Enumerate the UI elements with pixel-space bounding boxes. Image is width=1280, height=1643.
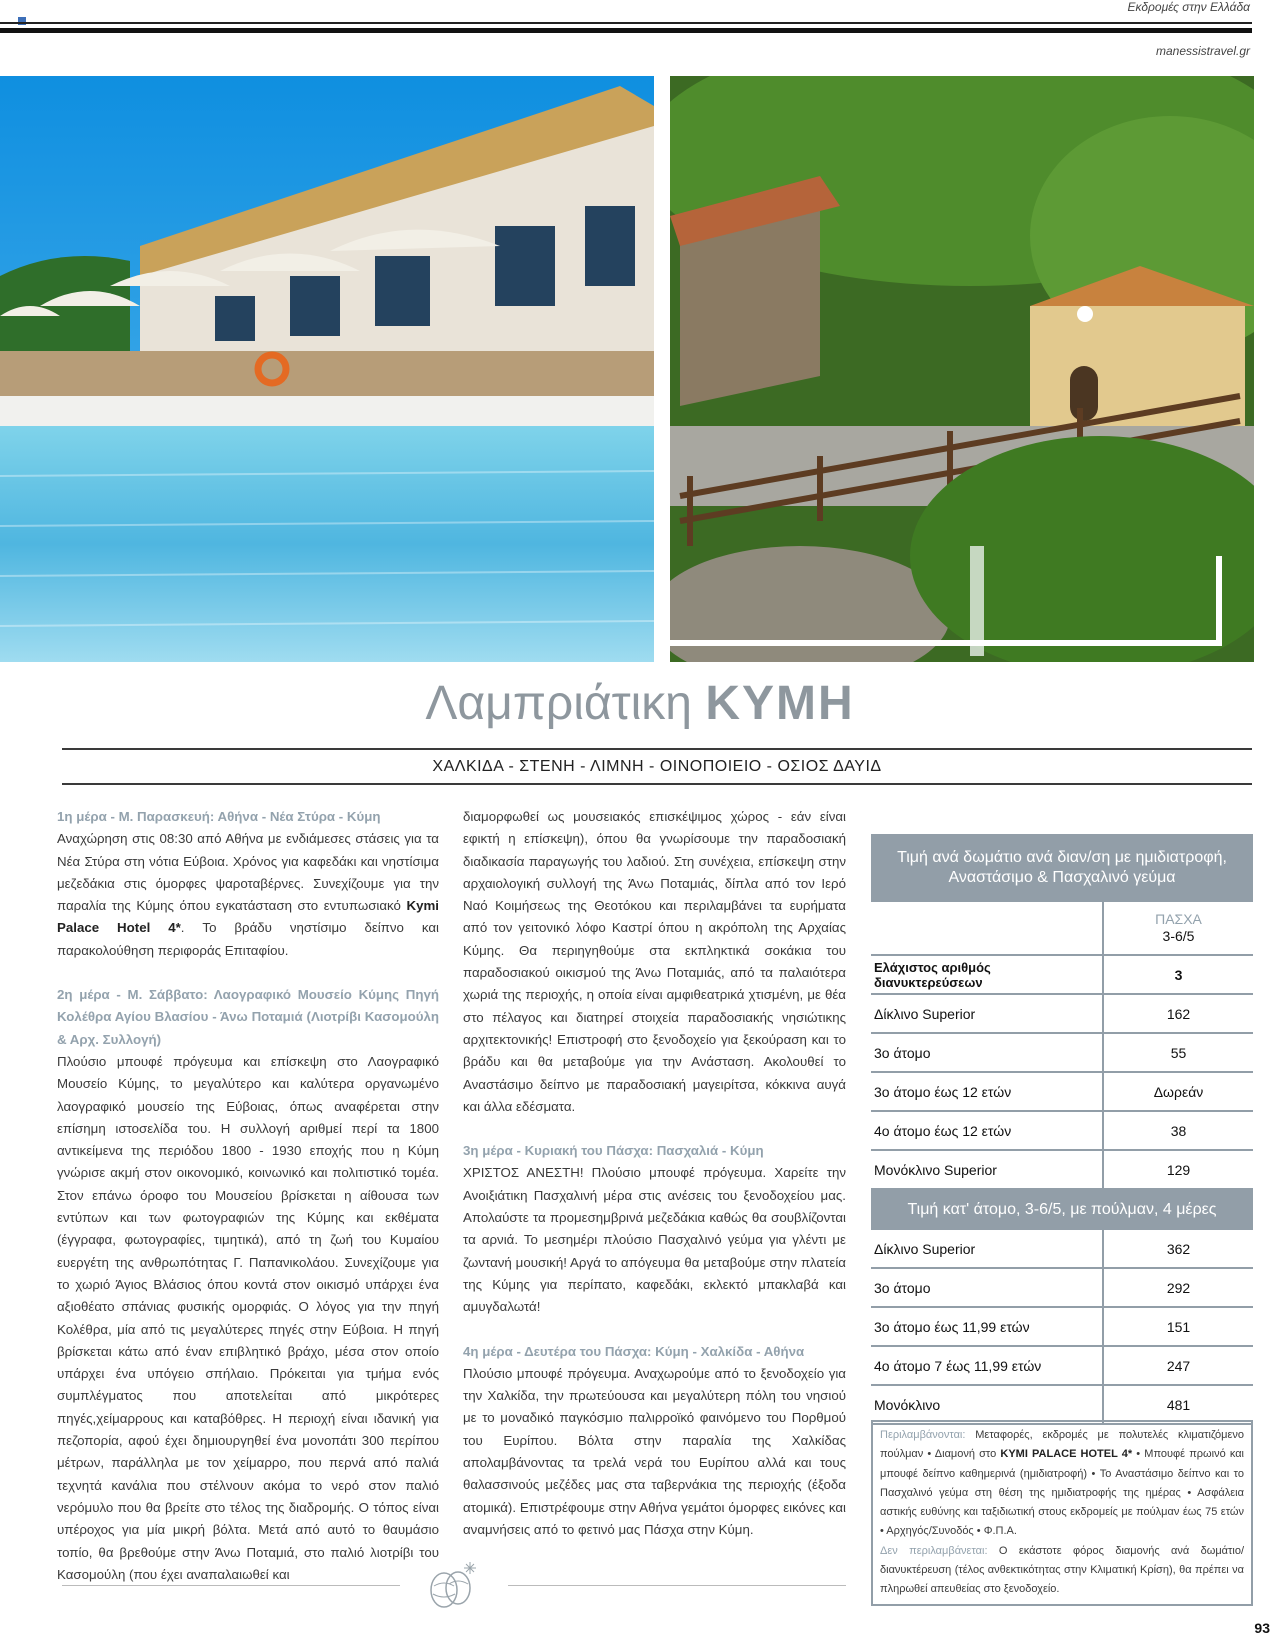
price-row-value: 362 [1166,1240,1191,1257]
day1-heading: 1η μέρα - Μ. Παρασκευή: Αθήνα - Νέα Στύρα - Κύμη [57,809,381,824]
inclusions-box [871,1420,1253,1606]
price-header-package: Τιμή κατ' άτομο, 3-6/5, με πούλμαν, 4 μέρες [871,1190,1253,1230]
season-header [1104,911,1253,945]
price-header-empty [871,902,1104,954]
day1-text-a: Αναχώρηση στις 08:30 από Αθήνα με ενδιάμεσες στάσεις για τα Νέα Στύρα στη νότια Εύβοια. Χρόνος για καφεδάκι και νηστίσιμα μεζεδάκια στις όμορφες ψαροταβέρνες. Συνεχίζουμε για την παραλία της Κύμης όπου εγκατάσταση στο εντυπωσιακό [57,831,439,914]
price-row [871,1347,1253,1386]
day3-heading: 3η μέρα - Κυριακή του Πάσχα: Πασχαλιά - Κύμη [463,1143,764,1159]
day1-hotel-name: Kymi Palace Hotel 4* [57,898,439,936]
itinerary-column-2 [463,806,846,1541]
price-row-label: 3ο άτομο [871,1034,1104,1071]
section-tag: Εκδρομές στην Ελλάδα [1127,0,1250,14]
website-link[interactable]: manessistravel.gr [1155,44,1250,58]
route-subtitle: ΧΑΛΚΙΔΑ - ΣΤΕΝΗ - ΛΙΜΝΗ - ΟΙΝΟΠΟΙΕΙΟ - ΟΣΙΟΣ ΔΑΥΙΔ [432,758,882,775]
included-label: Περιλαμβάνονται: [880,1429,966,1441]
price-table [871,834,1253,1425]
title-rule-bottom [62,783,1252,785]
season-dates: 3-6/5 [1162,928,1195,944]
page-number: 93 [1254,1620,1270,1636]
day1-text [57,828,439,962]
day2-heading: 2η μέρα - Μ. Σάββατο: Λαογραφικό Μουσείο Κύμης Πηγή Κολέθρα Αγίου Βλασίου - Άνω Ποταμιά (Λιοτρίβι Κασομούλη & Αρχ. Συλλογή) [57,987,439,1047]
day4-heading: 4η μέρα - Δευτέρα του Πάσχα: Κύμη - Χαλκίδα - Αθήνα [463,1343,805,1359]
price-row-value: 3 [1174,966,1183,983]
easter-eggs-icon [422,1558,482,1614]
price-row [871,995,1253,1034]
price-row-label: 3ο άτομο έως 11,99 ετών [871,1308,1104,1345]
price-row-value: 162 [1166,1005,1191,1022]
title-light: Λαμπριάτικη [425,677,692,730]
price-row [871,1151,1253,1190]
price-row-label: Δίκλινο Superior [871,1230,1104,1267]
price-row-label: 3ο άτομο έως 12 ετών [871,1073,1104,1110]
price-row-value: 129 [1166,1161,1191,1178]
price-row-value: 481 [1166,1396,1191,1413]
header-rule-thick [0,28,1252,33]
price-row [871,1308,1253,1347]
included-hotel: KYMI PALACE HOTEL 4* [1000,1448,1133,1461]
price-row [871,1112,1253,1151]
excluded-label: Δεν περιλαμβάνεται: [880,1544,988,1557]
day4-text: Πλούσιο μπουφέ πρόγευμα. Αναχωρούμε από το ξενοδοχείο για την Χαλκίδα, την πρωτεύουσα και μεγαλύτερη πόλη του νησιού με το μοναδικό παγκόσμιο παλιρροϊκό φαινόμενο του Πορθμού του Ευρίπου. Βόλτα στην παραλία της Χαλκίδας απολαμβάνοντας τα τρελά νερά του Ευρίπου αλλά και τους θαλασσινούς μεζέδες μας στα ταβερνάκια της περιοχής (έξοδα ατομικά). Επιστρέφουμε στην Αθήνα γεμάτοι όμορφες εικόνες και αναμνήσεις από το φετινό μας Πάσχα στην Κύμη. [463,1365,846,1537]
price-row-label: 4ο άτομο έως 12 ετών [871,1112,1104,1149]
package-price-rows [871,1230,1253,1425]
excluded-text: Ο εκάστοτε φόρος διαμονής ανά δωμάτιο/διανυκτέρευση (τέλος ανθεκτικότητας στην Κλιματική Κρίση), θα πρέπει να πληρωθεί απευθείας στο ξενοδοχείο. [880,1544,1244,1596]
day2-text-a: Πλούσιο μπουφέ πρόγευμα και επίσκεψη στο Λαογραφικό Μουσείο Κύμης, το μεγαλύτερο και καλύτερα οργανωμένο λαογραφικό μουσείο της Εύβοιας, όπως αναφέρεται στην επίσημη ιστοσελίδα του. Η συλλογή αριθμεί περί τα 1800 αντικείμενα της περιόδου 1800 - 1930 εποχής που η Κύμη γνώρισε ακμή στον οικονομικό, κοινωνικό και πολιτιστικό τομέα. Στον επάνω όροφο του Μουσείου βρίσκεται η αίθουσα των εντύπων και των φωτογραφιών της Κύμης και εκθέματα (έγγραφα, φωτογραφίες, τιμητικά), από τη ζωή του Κυμαίου ευεργέτη της ανθρωπότητας Γ. Παπανικολάου. Συνεχίζουμε για το χωριό Άγιος Βλάσιος όπου κοντά στον οικισμό υπάρχει ένα αξιοθέατο σπάνιας φυσικής ομορφιάς. Ο λόγος για την πηγή Κολέθρα, μία από τις μεγαλύτερες πηγές στην Εύβοια. Η πηγή βρίσκεται κάτω από έναν επιβλητικό βράχο, μέσα στον οποίο υπάρχει ένα υπόγειο σπήλαιο. Πρόκειται για τμήμα ενός συμπλέγματος που αποτελείται από μικρότερες πηγές,χείμαρρους και καταβόθρες. Η περιοχή είναι ιδανική για πεζοπορία, αφού έχει δημιουργηθεί ένα μονοπάτι 300 περίπου μέτρων, παράλληλα με τον χείμαρρο, που περνά από παλιά τεχνητά κανάλια που στέλνουν ακόμα το νερό στον παλιό νερόμυλο που θα βρείτε στο τέλος της διαδρομής. Ο τόπος είναι υπέροχος για μία μικρή βόλτα. Μετά από αυτό το θαυμάσιο τοπίο, θα βρεθούμε στην Άνω Ποταμιά, στο παλιό λιοτρίβι του Κασομούλη (που έχει αναπαλαιωθεί και [57,1053,439,1582]
page-title [0,676,1280,731]
price-row-value: 292 [1166,1279,1191,1296]
included-text-b: • Μπουφέ πρωινό και μπουφέ δείπνο καθημερινά (ημιδιατροφή) • Το Αναστάσιμο δείπνο και το Πασχαλινό γεύμα στη θέση της ημιδιατροφής της ημέρας • Ασφάλεια αστικής ευθύνης και ταξιδιωτική στους εκδρομείς με πούλμαν έως 75 ετών • Αρχηγός/Συνοδός • Φ.Π.Α. [880,1448,1244,1538]
price-row [871,956,1253,995]
included-text-a: Μεταφορές, εκδρομές με πολυτελές κλιματιζόμενο πούλμαν • Διαμονή στο [880,1429,1244,1461]
price-row-label: Ελάχιστος αριθμός διανυκτερεύσεων [871,956,1104,993]
price-row-label: Μονόκλινο [871,1386,1104,1423]
day2-text-b: διαμορφωθεί ως μουσειακός επισκέψιμος χώρος - εάν είναι εφικτή η επίσκεψη), όπου θα γνωρίσουμε την παραδοσιακή διαδικασία παραγωγής του λαδιού. Στη συνέχεια, επίσκεψη στην αρχαιολογική συλλογή της Άνω Ποταμιάς, δίπλα από τον Ιερό Ναό Κοιμήσεως της Θεοτόκου και περιλαμβάνει τα ευρήματα από τον γειτονικό λόφο Καστρί όπου η ακρόπολη της Αρχαίας Κύμης. Θα περιηγηθούμε στα εκπληκτικά σοκάκια του παραδοσιακού οικισμού της Άνω Ποταμιάς, από τα παλαιότερα χωριά της περιοχής, η οποία είναι αμφιθεατρικά χτισμένη, με θέα στο πέλαγος και διατηρεί στοιχεία παραδοσιακής νησιώτικης αρχιτεκτονικής! Επιστροφή στο ξενοδοχείο για ξεκούραση και το βράδυ και θα μεταβούμε για την Ανάσταση. Ακολουθεί το Αναστάσιμο δείπνο με παραδοσιακή μαγειρίτσα, κόκκινα αυγά και άλλα εδέσματα. [463,809,846,1114]
price-row-label: Δίκλινο Superior [871,995,1104,1032]
price-row-value: 151 [1166,1318,1191,1335]
price-header-room: Τιμή ανά δωμάτιο ανά διαν/ση με ημιδιατροφή, Αναστάσιμο & Πασχαλινό γεύμα [871,834,1253,902]
price-row-value: Δωρεάν [1153,1083,1204,1100]
title-rule-top [62,748,1252,750]
footer-rule-left [62,1585,400,1586]
season-label: ΠΑΣΧΑ [1155,911,1202,927]
footer-rule-right [508,1585,846,1586]
price-column-header [871,902,1253,956]
price-row [871,1073,1253,1112]
title-bold: ΚΥΜΗ [705,677,855,730]
itinerary-column-1 [57,806,439,1586]
price-row-value: 247 [1166,1357,1191,1374]
price-row [871,1269,1253,1308]
price-row-label: Μονόκλινο Superior [871,1151,1104,1188]
header-rule [0,22,1252,24]
price-row [871,1034,1253,1073]
room-price-rows [871,956,1253,1190]
price-row-value: 55 [1170,1044,1187,1061]
price-row-label: 3ο άτομο [871,1269,1104,1306]
day1-text-b: . Το βράδυ νηστίσιμο δείπνο και παρακολούθηση περιφοράς Επιταφίου. [57,920,439,958]
price-row-label: 4ο άτομο 7 έως 11,99 ετών [871,1347,1104,1384]
hotel-pool-photo [0,76,654,662]
price-row [871,1230,1253,1269]
chapel-spring-photo [670,76,1254,662]
day3-text: ΧΡΙΣΤΟΣ ΑΝΕΣΤΗ! Πλούσιο μπουφέ πρόγευμα. Χαρείτε την Ανοιξιάτικη Πασχαλινή μέρα στις ανέσεις του ξενοδοχείου μας. Απολαύστε τα προμεσημβρινά μεζεδάκια καθώς θα σουβλίζονται τα αρνιά. Το μεσημέρι πλούσιο Πασχαλινό γεύμα για γλέντι με ζωντανή μουσική! Αργά το απόγευμα θα μεταβούμε στην πλατεία της Κύμης για περίπατο, καφεδάκι, εκλεκτό μπακλαβά και αμυγδαλωτά! [463,1165,846,1315]
price-row-value: 38 [1170,1122,1187,1139]
